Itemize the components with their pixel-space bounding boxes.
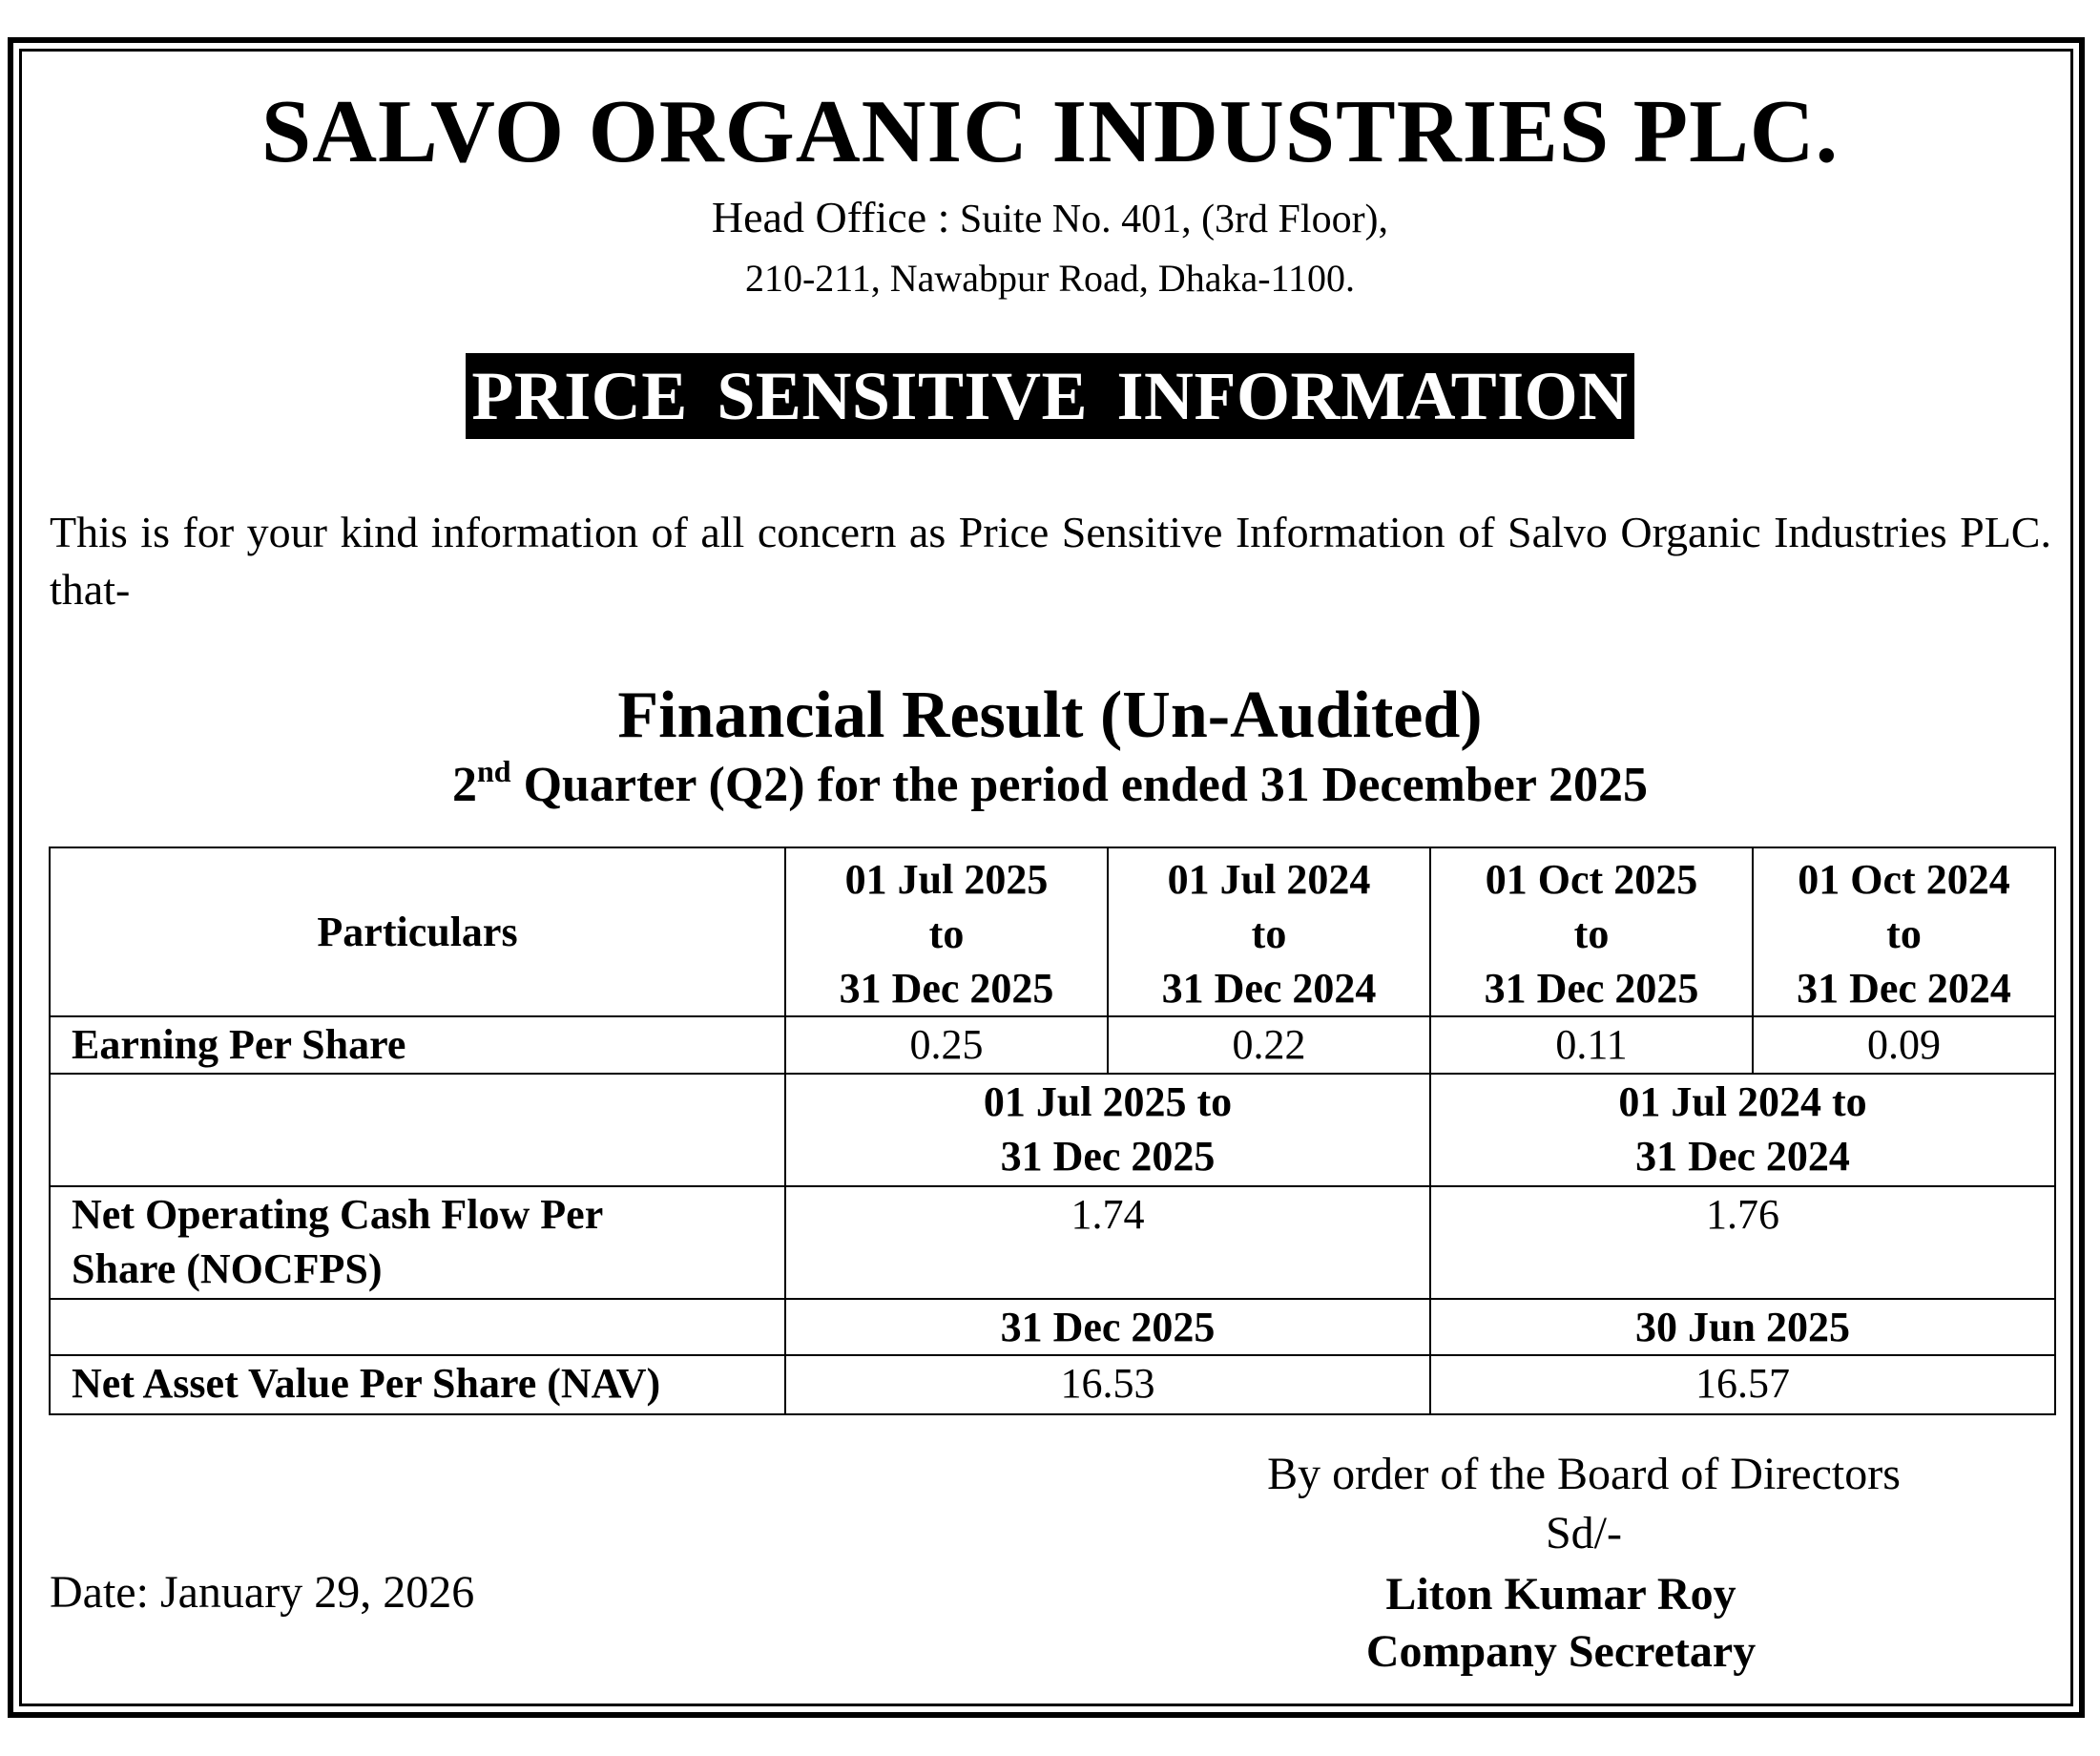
report-subtitle (0, 754, 2100, 817)
company-name: SALVO ORGANIC INDUSTRIES PLC. (260, 82, 1840, 181)
board-order-line: By order of the Board of Directors (1267, 1449, 1901, 1499)
eps-value-1: 0.25 (785, 1016, 1108, 1074)
period-to: 31 Dec 2025 (1484, 965, 1699, 1012)
banner-wrapper (0, 353, 2100, 439)
empty-cell (50, 1299, 785, 1355)
address-line-2: 210-211, Nawabpur Road, Dhaka-1100. (744, 257, 1356, 300)
eps-value-3: 0.11 (1430, 1016, 1753, 1074)
subtitle-ordinal: 2 (451, 758, 477, 812)
nocfps-label (50, 1186, 785, 1299)
period-to-word: to (1573, 910, 1610, 957)
nav-value-2: 16.57 (1430, 1355, 2055, 1414)
period-header-3 (1430, 847, 1753, 1016)
period-header-1 (785, 847, 1108, 1016)
empty-cell (50, 1074, 785, 1186)
nav-value-1: 16.53 (785, 1355, 1430, 1414)
period-to: 31 Dec 2024 (1797, 965, 2011, 1012)
address-label: Head Office : (711, 193, 950, 241)
eps-value-4: 0.09 (1753, 1016, 2055, 1074)
period-from: 01 Oct 2025 (1485, 856, 1698, 903)
address-line-1 (0, 194, 2100, 243)
table-row-nocfps (50, 1186, 2055, 1299)
period-line1: 01 Jul 2025 to (983, 1078, 1233, 1125)
period-header-2 (1108, 847, 1430, 1016)
nav-date-header-2: 30 Jun 2025 (1430, 1299, 2055, 1355)
nocfps-period-header-2 (1430, 1074, 2055, 1186)
period-from: 01 Jul 2024 (1167, 856, 1371, 903)
period-from: 01 Jul 2025 (844, 856, 1049, 903)
nocfps-period-header-1 (785, 1074, 1430, 1186)
nav-date-header-1: 31 Dec 2025 (785, 1299, 1430, 1355)
table-header-row (50, 847, 2055, 1016)
period-to: 31 Dec 2024 (1161, 965, 1377, 1012)
signer-title: Company Secretary (1365, 1626, 1757, 1677)
eps-value-2: 0.22 (1108, 1016, 1430, 1074)
period-to-word: to (1886, 910, 1922, 957)
address-suite: Suite No. 401, (3rd Floor), (959, 198, 1389, 241)
period-header-4 (1753, 847, 2055, 1016)
particulars-header: Particulars (50, 847, 785, 1016)
signer-name: Liton Kumar Roy (1385, 1569, 1736, 1620)
subtitle-text: Quarter (Q2) for the period ended 31 December 2025 (510, 758, 1649, 812)
nocfps-value-1: 1.74 (785, 1186, 1430, 1299)
eps-label: Earning Per Share (50, 1016, 785, 1074)
board-order (1087, 1445, 2081, 1563)
signed-mark: Sd/- (1545, 1508, 1622, 1558)
subtitle-ordinal-suffix: nd (476, 754, 511, 788)
issue-date: Date: January 29, 2026 (50, 1567, 475, 1618)
period-line1: 01 Jul 2024 to (1618, 1078, 1867, 1125)
nocfps-label-line2: Share (NOCFPS) (72, 1245, 383, 1292)
signatory (1322, 1566, 1799, 1681)
period-line2: 31 Dec 2024 (1635, 1133, 1850, 1180)
financial-results-table (49, 847, 2056, 1415)
table-row-nav (50, 1355, 2055, 1414)
period-to-word: to (928, 910, 965, 957)
intro-paragraph: This is for your kind information of all concern as Price Sensitive Information of Salvo Organic Industries PLC. that- (50, 508, 2051, 614)
table-row-eps (50, 1016, 2055, 1074)
nocfps-value-2: 1.76 (1430, 1186, 2055, 1299)
table-row-nocfps-header (50, 1074, 2055, 1186)
period-line2: 31 Dec 2025 (1000, 1133, 1216, 1180)
period-to-word: to (1251, 910, 1287, 957)
nocfps-label-line1: Net Operating Cash Flow Per (72, 1191, 604, 1238)
report-title: Financial Result (Un-Audited) (617, 679, 1483, 752)
period-to: 31 Dec 2025 (839, 965, 1054, 1012)
table-row-nav-header (50, 1299, 2055, 1355)
period-from: 01 Oct 2024 (1798, 856, 2010, 903)
nav-label: Net Asset Value Per Share (NAV) (50, 1355, 785, 1414)
price-sensitive-banner: PRICE SENSITIVE INFORMATION (466, 353, 1633, 439)
